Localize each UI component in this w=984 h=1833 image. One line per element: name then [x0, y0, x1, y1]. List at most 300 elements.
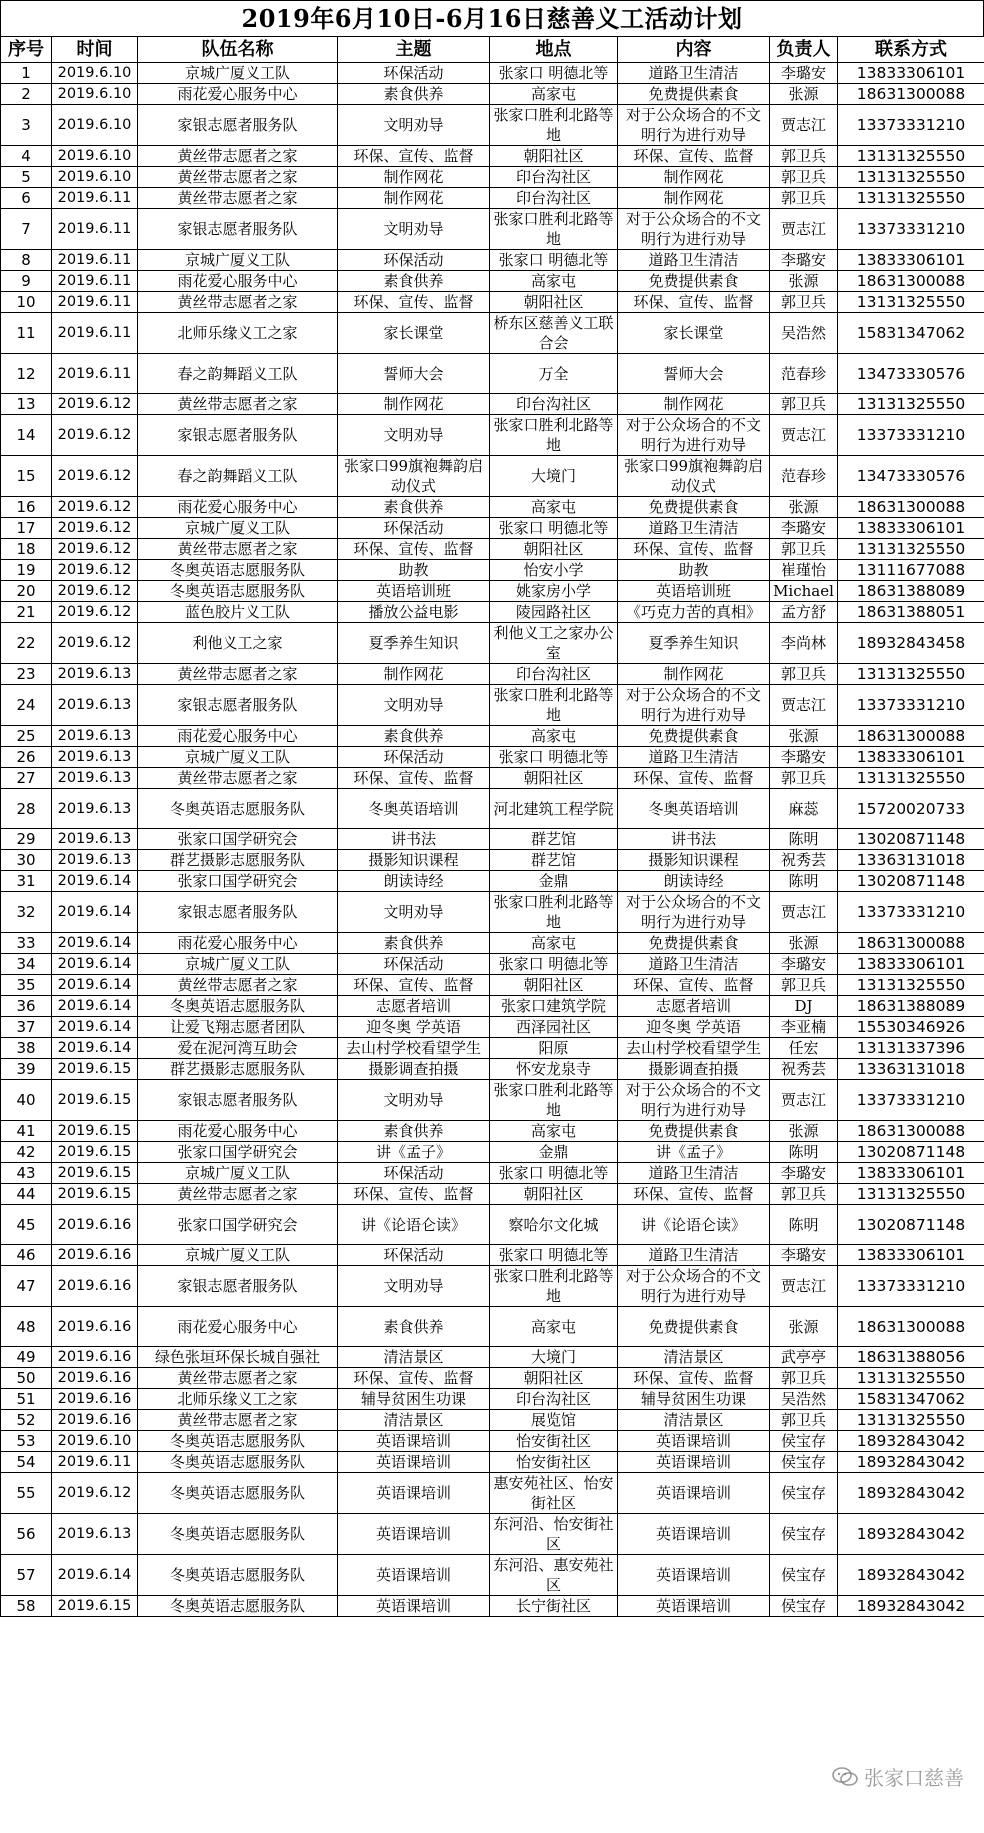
cell-place: 张家口胜利北路等地: [490, 1080, 618, 1121]
cell-team: 春之韵舞蹈义工队: [138, 456, 338, 497]
cell-team: 冬奥英语志愿服务队: [138, 1596, 338, 1617]
cell-person: 侯宝存: [770, 1452, 838, 1473]
cell-theme: 制作网花: [338, 664, 490, 685]
cell-content: 制作网花: [618, 664, 770, 685]
cell-theme: 家长课堂: [338, 313, 490, 354]
cell-theme: 英语课培训: [338, 1473, 490, 1514]
cell-date: 2019.6.11: [52, 271, 138, 292]
cell-phone: 13833306101: [838, 954, 984, 975]
cell-content: 环保、宣传、监督: [618, 975, 770, 996]
table-row: [1, 354, 984, 394]
cell-content: 免费提供素食: [618, 497, 770, 518]
cell-content: 夏季养生知识: [618, 623, 770, 664]
cell-content: 环保、宣传、监督: [618, 768, 770, 789]
column-header-team: 队伍名称: [138, 37, 338, 63]
cell-no: 15: [1, 456, 52, 497]
cell-date: 2019.6.11: [52, 188, 138, 209]
cell-theme: 朗读诗经: [338, 871, 490, 892]
column-header-content: 内容: [618, 37, 770, 63]
cell-date: 2019.6.14: [52, 871, 138, 892]
cell-date: 2019.6.10: [52, 63, 138, 84]
cell-no: 54: [1, 1452, 52, 1473]
cell-content: 讲《孟子》: [618, 1142, 770, 1163]
cell-phone: 13131325550: [838, 1368, 984, 1389]
cell-person: 张源: [770, 933, 838, 954]
cell-phone: 13131325550: [838, 975, 984, 996]
cell-date: 2019.6.11: [52, 292, 138, 313]
table-row: [1, 1163, 984, 1184]
table-row: [1, 518, 984, 539]
cell-team: 冬奥英语志愿服务队: [138, 789, 338, 829]
cell-content: 清洁景区: [618, 1410, 770, 1431]
cell-phone: 15530346926: [838, 1017, 984, 1038]
cell-phone: 13833306101: [838, 1163, 984, 1184]
cell-place: 朝阳社区: [490, 539, 618, 560]
cell-theme: 文明劝导: [338, 415, 490, 456]
cell-no: 27: [1, 768, 52, 789]
cell-team: 京城广厦义工队: [138, 63, 338, 84]
cell-team: 冬奥英语志愿服务队: [138, 1555, 338, 1596]
cell-date: 2019.6.13: [52, 850, 138, 871]
cell-date: 2019.6.13: [52, 768, 138, 789]
cell-content: 免费提供素食: [618, 271, 770, 292]
cell-content: 对于公众场合的不文明行为进行劝导: [618, 415, 770, 456]
table-row: [1, 1142, 984, 1163]
cell-theme: 环保、宣传、监督: [338, 292, 490, 313]
cell-phone: 18932843042: [838, 1431, 984, 1452]
cell-content: 免费提供素食: [618, 726, 770, 747]
cell-date: 2019.6.10: [52, 105, 138, 146]
cell-person: 张源: [770, 497, 838, 518]
cell-no: 47: [1, 1266, 52, 1307]
cell-date: 2019.6.14: [52, 1038, 138, 1059]
cell-person: 吴浩然: [770, 313, 838, 354]
cell-theme: 冬奥英语培训: [338, 789, 490, 829]
cell-theme: 英语课培训: [338, 1514, 490, 1555]
cell-content: 清洁景区: [618, 1347, 770, 1368]
cell-theme: 播放公益电影: [338, 602, 490, 623]
cell-date: 2019.6.13: [52, 747, 138, 768]
watermark-text: 张家口慈善: [864, 1766, 964, 1790]
cell-person: Michael: [770, 581, 838, 602]
cell-theme: 素食供养: [338, 84, 490, 105]
cell-phone: 13833306101: [838, 747, 984, 768]
cell-place: 高家屯: [490, 271, 618, 292]
cell-person: 郭卫兵: [770, 664, 838, 685]
cell-no: 48: [1, 1307, 52, 1347]
cell-date: 2019.6.11: [52, 250, 138, 271]
cell-phone: 18631388056: [838, 1347, 984, 1368]
cell-phone: 13131337396: [838, 1038, 984, 1059]
cell-content: 对于公众场合的不文明行为进行劝导: [618, 685, 770, 726]
cell-date: 2019.6.16: [52, 1307, 138, 1347]
cell-phone: 13131325550: [838, 167, 984, 188]
cell-date: 2019.6.14: [52, 996, 138, 1017]
table-row: [1, 664, 984, 685]
cell-no: 17: [1, 518, 52, 539]
cell-place: 张家口胜利北路等地: [490, 105, 618, 146]
cell-place: 怀安龙泉寺: [490, 1059, 618, 1080]
cell-no: 44: [1, 1184, 52, 1205]
cell-no: 12: [1, 354, 52, 394]
cell-content: 英语课培训: [618, 1452, 770, 1473]
table-row: [1, 685, 984, 726]
cell-no: 22: [1, 623, 52, 664]
cell-phone: 13373331210: [838, 685, 984, 726]
cell-phone: 15720020733: [838, 789, 984, 829]
cell-theme: 素食供养: [338, 726, 490, 747]
cell-no: 6: [1, 188, 52, 209]
cell-person: 李璐安: [770, 250, 838, 271]
cell-person: 李璐安: [770, 63, 838, 84]
cell-no: 58: [1, 1596, 52, 1617]
cell-content: 助教: [618, 560, 770, 581]
cell-theme: 环保、宣传、监督: [338, 1184, 490, 1205]
cell-content: 去山村学校看望学生: [618, 1038, 770, 1059]
table-row: [1, 1080, 984, 1121]
cell-content: 冬奥英语培训: [618, 789, 770, 829]
cell-no: 24: [1, 685, 52, 726]
cell-no: 35: [1, 975, 52, 996]
cell-content: 英语课培训: [618, 1431, 770, 1452]
cell-person: 陈明: [770, 1142, 838, 1163]
cell-team: 张家口国学研究会: [138, 1142, 338, 1163]
table-row: [1, 394, 984, 415]
cell-team: 黄丝带志愿者之家: [138, 394, 338, 415]
cell-no: 13: [1, 394, 52, 415]
cell-content: 英语课培训: [618, 1473, 770, 1514]
cell-team: 冬奥英语志愿服务队: [138, 1431, 338, 1452]
cell-theme: 张家口99旗袍舞韵启动仪式: [338, 456, 490, 497]
cell-no: 20: [1, 581, 52, 602]
cell-place: 万全: [490, 354, 618, 394]
cell-no: 55: [1, 1473, 52, 1514]
cell-place: 陵园路社区: [490, 602, 618, 623]
cell-content: 摄影知识课程: [618, 850, 770, 871]
cell-place: 高家屯: [490, 1307, 618, 1347]
cell-team: 京城广厦义工队: [138, 954, 338, 975]
cell-person: 贾志江: [770, 209, 838, 250]
cell-date: 2019.6.15: [52, 1059, 138, 1080]
cell-no: 49: [1, 1347, 52, 1368]
cell-place: 利他义工之家办公室: [490, 623, 618, 664]
cell-no: 5: [1, 167, 52, 188]
cell-theme: 制作网花: [338, 167, 490, 188]
cell-theme: 英语课培训: [338, 1555, 490, 1596]
cell-no: 10: [1, 292, 52, 313]
cell-content: 英语课培训: [618, 1514, 770, 1555]
cell-no: 41: [1, 1121, 52, 1142]
cell-team: 蓝色胶片义工队: [138, 602, 338, 623]
cell-place: 朝阳社区: [490, 1368, 618, 1389]
cell-phone: 15831347062: [838, 313, 984, 354]
cell-person: 侯宝存: [770, 1514, 838, 1555]
table-row: [1, 1389, 984, 1410]
cell-date: 2019.6.12: [52, 394, 138, 415]
cell-team: 北师乐缘义工之家: [138, 1389, 338, 1410]
cell-phone: 13111677088: [838, 560, 984, 581]
cell-theme: 英语课培训: [338, 1431, 490, 1452]
cell-theme: 环保活动: [338, 1245, 490, 1266]
cell-place: 怡安小学: [490, 560, 618, 581]
table-row: [1, 63, 984, 84]
cell-place: 张家口 明德北等: [490, 63, 618, 84]
cell-content: 辅导贫困生功课: [618, 1389, 770, 1410]
table-row: [1, 250, 984, 271]
cell-content: 讲《论语仑读》: [618, 1205, 770, 1245]
cell-theme: 文明劝导: [338, 1266, 490, 1307]
cell-team: 雨花爱心服务中心: [138, 271, 338, 292]
cell-theme: 素食供养: [338, 497, 490, 518]
cell-place: 大境门: [490, 456, 618, 497]
cell-date: 2019.6.15: [52, 1184, 138, 1205]
cell-place: 张家口 明德北等: [490, 1163, 618, 1184]
column-header-date: 时间: [52, 37, 138, 63]
cell-phone: 15831347062: [838, 1389, 984, 1410]
cell-content: 道路卫生清洁: [618, 250, 770, 271]
cell-place: 姚家房小学: [490, 581, 618, 602]
cell-team: 冬奥英语志愿服务队: [138, 1452, 338, 1473]
cell-phone: 13131325550: [838, 768, 984, 789]
cell-content: 道路卫生清洁: [618, 747, 770, 768]
cell-phone: 13131325550: [838, 1184, 984, 1205]
cell-date: 2019.6.15: [52, 1121, 138, 1142]
cell-place: 印台沟社区: [490, 1389, 618, 1410]
cell-team: 冬奥英语志愿服务队: [138, 996, 338, 1017]
cell-content: 制作网花: [618, 167, 770, 188]
cell-theme: 制作网花: [338, 188, 490, 209]
table-row: [1, 768, 984, 789]
cell-no: 16: [1, 497, 52, 518]
cell-no: 2: [1, 84, 52, 105]
cell-no: 26: [1, 747, 52, 768]
cell-team: 黄丝带志愿者之家: [138, 539, 338, 560]
cell-theme: 英语课培训: [338, 1596, 490, 1617]
cell-person: 郭卫兵: [770, 146, 838, 167]
cell-no: 43: [1, 1163, 52, 1184]
cell-person: 祝秀芸: [770, 1059, 838, 1080]
table-row: [1, 747, 984, 768]
cell-place: 张家口建筑学院: [490, 996, 618, 1017]
cell-team: 雨花爱心服务中心: [138, 726, 338, 747]
cell-phone: 13833306101: [838, 250, 984, 271]
table-row: [1, 975, 984, 996]
cell-phone: 13020871148: [838, 1205, 984, 1245]
cell-team: 群艺摄影志愿服务队: [138, 850, 338, 871]
cell-person: 李璐安: [770, 1245, 838, 1266]
cell-phone: 18631300088: [838, 726, 984, 747]
cell-no: 42: [1, 1142, 52, 1163]
cell-team: 家银志愿者服务队: [138, 1080, 338, 1121]
table-row: [1, 602, 984, 623]
cell-theme: 夏季养生知识: [338, 623, 490, 664]
cell-no: 50: [1, 1368, 52, 1389]
cell-date: 2019.6.13: [52, 664, 138, 685]
cell-no: 25: [1, 726, 52, 747]
cell-phone: 13473330576: [838, 456, 984, 497]
cell-team: 京城广厦义工队: [138, 747, 338, 768]
cell-team: 雨花爱心服务中心: [138, 84, 338, 105]
cell-content: 免费提供素食: [618, 84, 770, 105]
cell-person: 李璐安: [770, 747, 838, 768]
table-row: [1, 1121, 984, 1142]
cell-person: 祝秀芸: [770, 850, 838, 871]
cell-person: 范春珍: [770, 456, 838, 497]
cell-date: 2019.6.12: [52, 456, 138, 497]
cell-person: 陈明: [770, 829, 838, 850]
table-row: [1, 1596, 984, 1617]
cell-content: 环保、宣传、监督: [618, 292, 770, 313]
cell-place: 河北建筑工程学院: [490, 789, 618, 829]
cell-content: 免费提供素食: [618, 933, 770, 954]
cell-date: 2019.6.11: [52, 313, 138, 354]
cell-team: 家银志愿者服务队: [138, 892, 338, 933]
cell-theme: 环保活动: [338, 954, 490, 975]
cell-date: 2019.6.12: [52, 581, 138, 602]
cell-person: 任宏: [770, 1038, 838, 1059]
cell-team: 冬奥英语志愿服务队: [138, 1473, 338, 1514]
cell-team: 黄丝带志愿者之家: [138, 292, 338, 313]
cell-team: 冬奥英语志愿服务队: [138, 1514, 338, 1555]
table-row: [1, 1205, 984, 1245]
cell-no: 56: [1, 1514, 52, 1555]
cell-team: 让爱飞翔志愿者团队: [138, 1017, 338, 1038]
cell-person: 李尚林: [770, 623, 838, 664]
cell-theme: 文明劝导: [338, 685, 490, 726]
cell-theme: 誓师大会: [338, 354, 490, 394]
table-row: [1, 167, 984, 188]
table-row: [1, 996, 984, 1017]
cell-no: 39: [1, 1059, 52, 1080]
cell-theme: 文明劝导: [338, 105, 490, 146]
table-row: [1, 1410, 984, 1431]
cell-date: 2019.6.16: [52, 1389, 138, 1410]
cell-person: 张源: [770, 84, 838, 105]
cell-team: 爱在泥河湾互助会: [138, 1038, 338, 1059]
cell-date: 2019.6.12: [52, 415, 138, 456]
cell-no: 46: [1, 1245, 52, 1266]
cell-no: 31: [1, 871, 52, 892]
cell-content: 道路卫生清洁: [618, 954, 770, 975]
cell-theme: 志愿者培训: [338, 996, 490, 1017]
cell-phone: 13833306101: [838, 63, 984, 84]
cell-phone: 13373331210: [838, 1080, 984, 1121]
cell-place: 印台沟社区: [490, 167, 618, 188]
table-row: [1, 892, 984, 933]
column-header-person: 负责人: [770, 37, 838, 63]
cell-phone: 18631300088: [838, 271, 984, 292]
cell-theme: 迎冬奥 学英语: [338, 1017, 490, 1038]
table-row: [1, 1368, 984, 1389]
cell-place: 朝阳社区: [490, 768, 618, 789]
cell-team: 张家口国学研究会: [138, 829, 338, 850]
cell-no: 4: [1, 146, 52, 167]
cell-team: 京城广厦义工队: [138, 250, 338, 271]
cell-no: 21: [1, 602, 52, 623]
cell-person: 郭卫兵: [770, 188, 838, 209]
cell-theme: 文明劝导: [338, 209, 490, 250]
cell-theme: 素食供养: [338, 933, 490, 954]
cell-place: 高家屯: [490, 1121, 618, 1142]
cell-person: 侯宝存: [770, 1555, 838, 1596]
cell-team: 冬奥英语志愿服务队: [138, 581, 338, 602]
cell-place: 张家口胜利北路等地: [490, 1266, 618, 1307]
cell-team: 家银志愿者服务队: [138, 685, 338, 726]
cell-no: 52: [1, 1410, 52, 1431]
cell-person: 张源: [770, 1307, 838, 1347]
cell-place: 惠安苑社区、怡安街社区: [490, 1473, 618, 1514]
cell-person: DJ: [770, 996, 838, 1017]
table-row: [1, 581, 984, 602]
cell-team: 张家口国学研究会: [138, 871, 338, 892]
cell-team: 黄丝带志愿者之家: [138, 664, 338, 685]
cell-date: 2019.6.13: [52, 789, 138, 829]
cell-person: 陈明: [770, 1205, 838, 1245]
cell-theme: 助教: [338, 560, 490, 581]
cell-phone: 13833306101: [838, 1245, 984, 1266]
table-row: [1, 954, 984, 975]
cell-no: 7: [1, 209, 52, 250]
table-body: [1, 63, 984, 1617]
cell-no: 34: [1, 954, 52, 975]
cell-phone: 13131325550: [838, 394, 984, 415]
cell-no: 53: [1, 1431, 52, 1452]
cell-phone: 18631300088: [838, 933, 984, 954]
cell-team: 黄丝带志愿者之家: [138, 167, 338, 188]
table-row: [1, 1452, 984, 1473]
cell-content: 环保、宣传、监督: [618, 539, 770, 560]
cell-person: 郭卫兵: [770, 768, 838, 789]
cell-place: 张家口 明德北等: [490, 954, 618, 975]
cell-date: 2019.6.16: [52, 1347, 138, 1368]
cell-content: 张家口99旗袍舞韵启动仪式: [618, 456, 770, 497]
cell-place: 西泽园社区: [490, 1017, 618, 1038]
cell-place: 印台沟社区: [490, 394, 618, 415]
cell-theme: 环保活动: [338, 747, 490, 768]
cell-phone: 13373331210: [838, 415, 984, 456]
cell-place: 朝阳社区: [490, 1184, 618, 1205]
cell-place: 阳原: [490, 1038, 618, 1059]
cell-team: 京城广厦义工队: [138, 518, 338, 539]
cell-theme: 摄影知识课程: [338, 850, 490, 871]
cell-content: 《巧克力苦的真相》: [618, 602, 770, 623]
cell-phone: 18631300088: [838, 1121, 984, 1142]
cell-theme: 素食供养: [338, 1121, 490, 1142]
cell-team: 群艺摄影志愿服务队: [138, 1059, 338, 1080]
cell-place: 长宁街社区: [490, 1596, 618, 1617]
table-row: [1, 1184, 984, 1205]
cell-phone: 18932843042: [838, 1452, 984, 1473]
cell-person: 李璐安: [770, 1163, 838, 1184]
cell-person: 郭卫兵: [770, 539, 838, 560]
cell-content: 对于公众场合的不文明行为进行劝导: [618, 1080, 770, 1121]
cell-theme: 文明劝导: [338, 1080, 490, 1121]
cell-phone: 13373331210: [838, 105, 984, 146]
cell-phone: 18631388089: [838, 581, 984, 602]
cell-person: 贾志江: [770, 685, 838, 726]
cell-date: 2019.6.12: [52, 539, 138, 560]
cell-team: 黄丝带志愿者之家: [138, 975, 338, 996]
cell-theme: 环保、宣传、监督: [338, 539, 490, 560]
cell-date: 2019.6.15: [52, 1596, 138, 1617]
cell-no: 14: [1, 415, 52, 456]
cell-team: 冬奥英语志愿服务队: [138, 560, 338, 581]
cell-person: 孟方舒: [770, 602, 838, 623]
cell-date: 2019.6.14: [52, 954, 138, 975]
cell-person: 郭卫兵: [770, 1184, 838, 1205]
cell-phone: 18932843042: [838, 1514, 984, 1555]
cell-phone: 18631300088: [838, 497, 984, 518]
